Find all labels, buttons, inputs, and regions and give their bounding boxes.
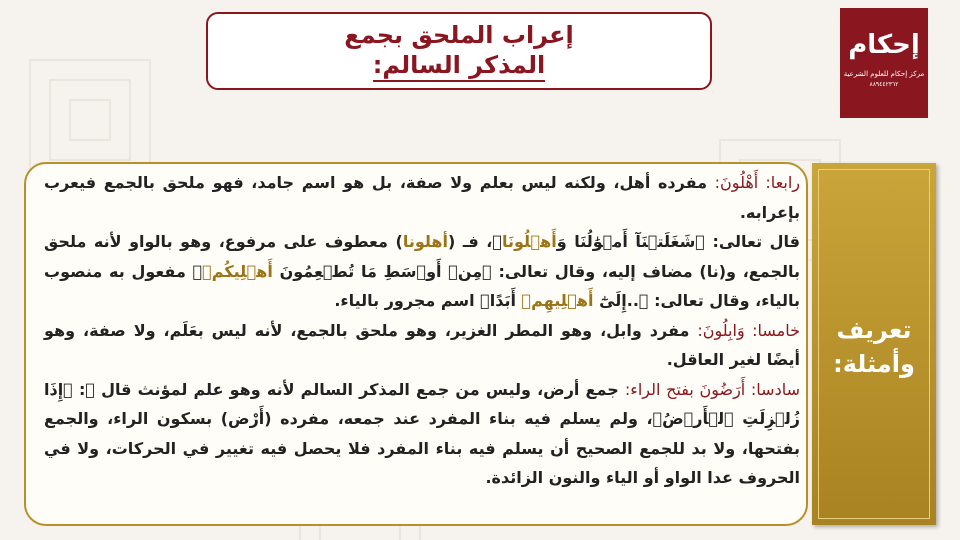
- paragraph-wabilun: [44, 316, 800, 375]
- text-aradun: جمع أرض، وليس من جمع المذكر السالم لأنه وهو علم لمؤنث قال ﷻ: ﴿إِذَا زُلۡزِلَتِ ٱلۡأَرۡضُ﴾، ولم يسلم فيه بناء المفرد عند جمعه، مفرده (أَرْض) بسكون الراء، والجمع بفتحها، ولا بد للجمع الصحيح أن يسلم فيه بناء المفرد فلا يحصل فيه تغيير في الحركات، ولا في الحروف عدا الواو أو الياء والنون الزائدة.: [44, 379, 800, 487]
- paragraph-examples: [44, 227, 800, 316]
- logo-subtitle: مركز إحكام للعلوم الشرعية: [843, 70, 925, 78]
- label-aradun: سادسا: أَرَضُونَ بفتح الراء:: [624, 379, 800, 399]
- content-text: [44, 168, 800, 493]
- label-ahlun: رابعا: أَهْلُونَ:: [714, 173, 801, 192]
- highlight-ahluna-verse: أَهۡلُونَا: [501, 232, 557, 251]
- example-text-g: ﴾ مفعول به منصوب بالياء، وقال تعالى: ﴿..إِلَىٰٓ: [44, 261, 800, 310]
- example-text-i: أَبَدًا﴾ اسم مجرور بالياء.: [334, 291, 522, 310]
- highlight-ahlikum: أَهۡلِيكُمۡ: [202, 261, 273, 281]
- side-label: [812, 313, 936, 381]
- side-label-line-1: تعريف: [836, 316, 912, 344]
- paragraph-ahlun: [44, 168, 800, 227]
- logo-name: إحكام: [848, 30, 920, 60]
- title-line-2: المذكر السالم:: [373, 50, 546, 82]
- text-wabilun: مفرد وابل، وهو المطر الغزير، وهو ملحق بالجمع، لأنه ليس بعَلَم، ولا صفة، وهو أيضًا لغير العاقل.: [44, 320, 800, 369]
- side-label-panel: [812, 163, 936, 525]
- logo: [840, 8, 928, 118]
- label-wabilun: خامسا: وَابِلُونَ:: [697, 320, 801, 340]
- title-box: [206, 12, 712, 90]
- highlight-ahluna: أهلونا: [402, 232, 448, 251]
- logo-number: ٨٨٩٤٤٢٣٦٢: [869, 81, 899, 88]
- example-text-c: ﴾، فـ (: [447, 232, 502, 251]
- example-text-a: قال تعالى: ﴿شَغَلَتۡنَآ أَمۡوَٰلُنَا وَ: [556, 232, 800, 251]
- highlight-ahlihim: أَهۡلِيهِمۡ: [521, 291, 594, 310]
- example-text-e: ) معطوف على مرفوع، وهو بالواو لأنه ملحق بالجمع، و(نا) مضاف إليه، وقال تعالى: ﴿مِنۡ أَوۡسَطِ مَا تُطۡعِمُونَ: [44, 232, 800, 281]
- side-label-line-2: وأمثلة:: [833, 350, 915, 378]
- text-ahlun: مفرده أهل، ولكنه ليس بعلم ولا صفة، بل هو اسم جامد، فهو ملحق بالجمع فيعرب بإعرابه.: [44, 173, 800, 222]
- title-line-1: إعراب الملحق بجمع: [344, 21, 574, 49]
- paragraph-aradun: [44, 375, 800, 493]
